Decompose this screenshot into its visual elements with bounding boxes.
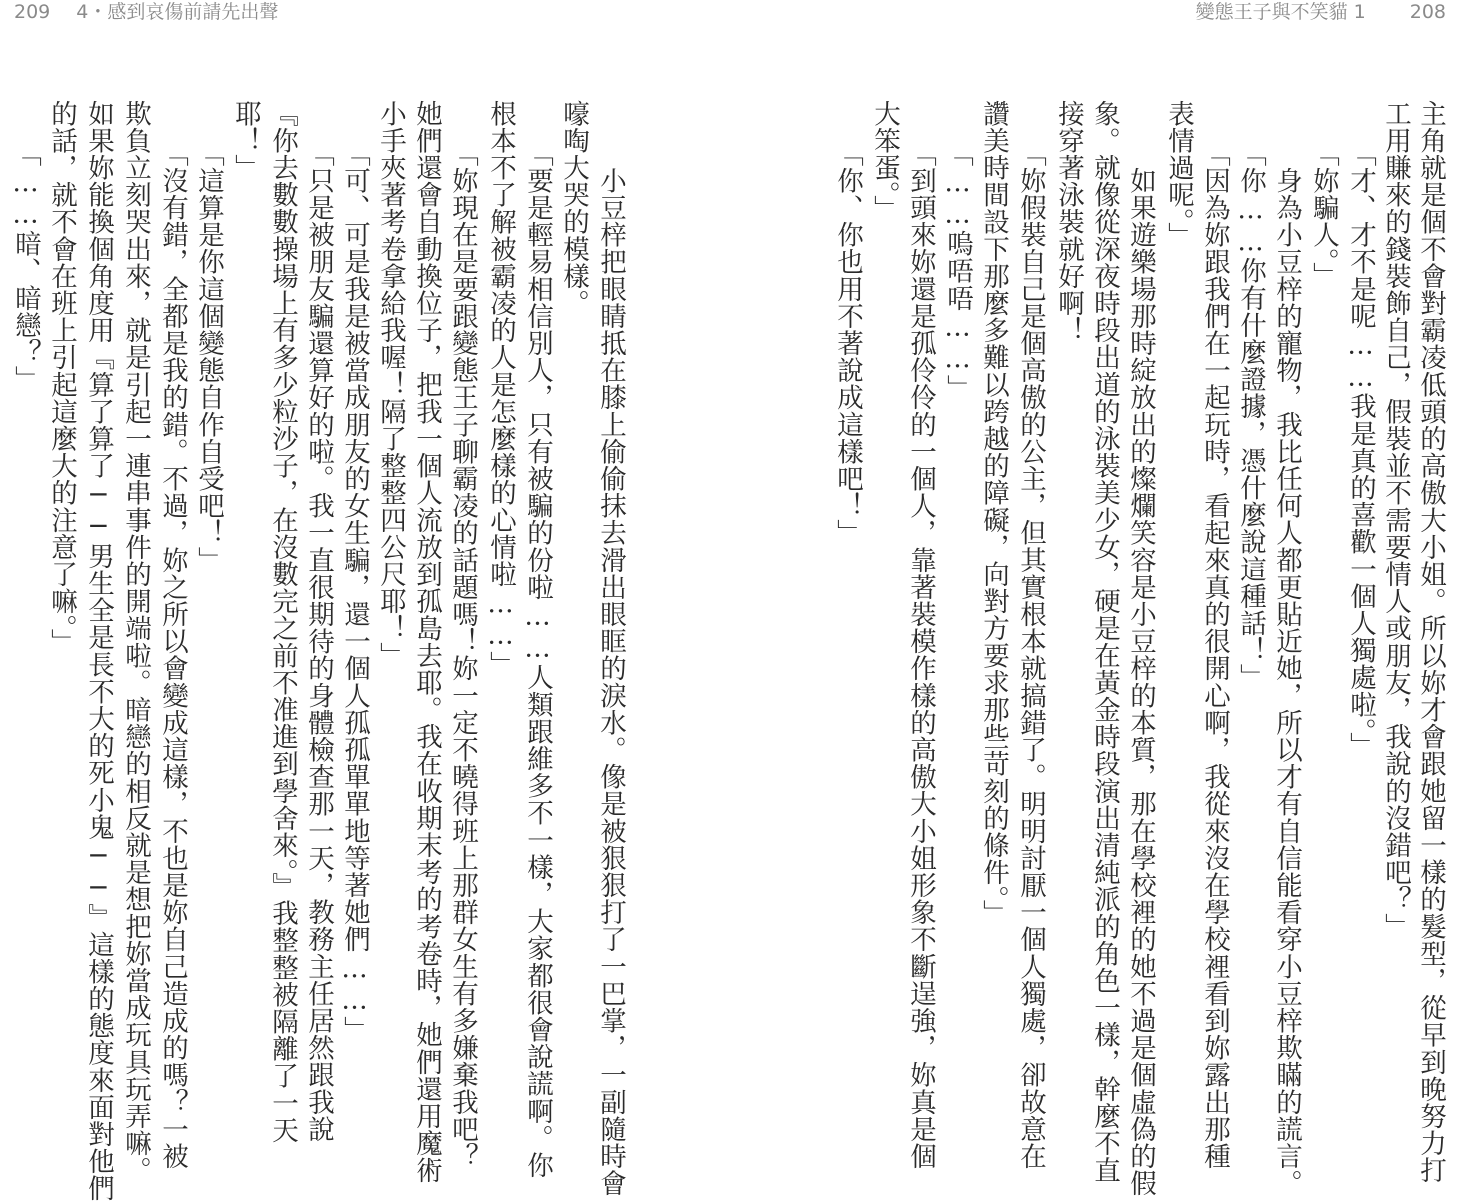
text-column: 的話，就不會在班上引起這麼大的注意了嘛。」 <box>46 100 77 656</box>
text-column: 「……暗、暗戀？」 <box>10 140 41 393</box>
text-column: 如果遊樂場那時綻放出的燦爛笑容是小豆梓的本質，那在學校裡的她不過是個虛偽的假 <box>1125 140 1156 1197</box>
text-column: 「只是被朋友騙還算好的啦。我一直很期待的身體檢查那一天，教務主任居然跟我說 <box>303 140 334 1143</box>
text-column: 「妳假裝自己是個高傲的公主，但其實根本就搞錯了。明明討厭一個人獨處，卻故意在 <box>1015 140 1046 1170</box>
text-column: 小手夾著考卷拿給我喔！隔了整整四公尺耶！」 <box>375 100 406 670</box>
text-column: 「要是輕易相信別人，只有被騙的份啦……人類跟維多不一樣，大家都很會說謊啊。你 <box>522 140 553 1179</box>
text-column: 「可、可是我是被當成朋友的女生騙，還一個人孤孤單單地等著她們……」 <box>339 140 370 1044</box>
book-title: 變態王子與不笑貓 1 <box>1195 1 1366 23</box>
left-page-number: 209 <box>14 1 51 23</box>
text-column: 身為小豆梓的寵物，我比任何人都更貼近她，所以才有自信能看穿小豆梓欺瞞的謊言。 <box>1271 140 1302 1197</box>
text-column: 「妳現在是要跟變態王子聊霸凌的話題嗎！妳一定不曉得班上那群女生有多嫌棄我吧？ <box>447 140 478 1170</box>
text-column: 讚美時間設下那麼多難以跨越的障礙，向對方要求那些苛刻的條件。」 <box>978 100 1009 927</box>
text-column: 嚎啕大哭的模樣。 <box>558 100 589 317</box>
text-column: 「你……你有什麼證據，憑什麼說這種話！」 <box>1235 140 1266 691</box>
text-column: 「你、你也用不著說成這樣吧！」 <box>832 140 863 547</box>
text-column: 表情過呢。」 <box>1163 100 1194 250</box>
text-column: 「……嗚唔唔……」 <box>942 140 973 402</box>
text-column: 欺負立刻哭出來，就是引起一連串事件的開端啦。暗戀的相反就是想把妳當成玩具玩弄嘛。 <box>120 100 151 1184</box>
text-column: 象。就像從深夜時段出道的泳裝美少女，硬是在黃金時段演出清純派的角色一樣，幹麼不直 <box>1089 100 1120 1184</box>
text-column: 她們還會自動換位子，把我一個人流放到孤島去耶。我在收期末考的考卷時，她們還用魔術 <box>411 100 442 1184</box>
text-column: 大笨蛋。」 <box>869 100 900 223</box>
text-column: 「這算是你這個變態自作自受吧！」 <box>193 140 224 574</box>
chapter-title: 4・感到哀傷前請先出聲 <box>76 1 279 23</box>
text-column: 耶！」 <box>230 100 261 182</box>
text-column: 「沒有錯，全都是我的錯。不過，妳之所以會變成這樣，不也是妳自己造成的嗎？一被 <box>157 140 188 1170</box>
text-column: 工用賺來的錢裝飾自己，假裝並不需要情人或朋友，我說的沒錯吧？」 <box>1380 100 1411 941</box>
right-page <box>736 0 1472 1197</box>
right-page-number: 208 <box>1409 1 1446 23</box>
text-column: 『你去數數操場上有多少粒沙子，在沒數完之前不准進到學舍來。』我整整被隔離了一天 <box>267 100 298 1144</box>
text-column: 根本不了解被霸凌的人是怎麼樣的心情啦……」 <box>485 100 516 679</box>
text-column: 如果妳能換個角度用『算了算了──男生全是長不大的死小鬼──』這樣的態度來面對他們 <box>83 100 114 1202</box>
text-column: 「到頭來妳還是孤伶伶的一個人，靠著裝模作樣的高傲大小姐形象不斷逞強，妳真是個 <box>905 140 936 1170</box>
text-column: 主角就是個不會對霸凌低頭的高傲大小姐。所以妳才會跟她留一樣的髮型，從早到晚努力打 <box>1415 100 1446 1184</box>
text-column: 「妳騙人。」 <box>1308 140 1339 290</box>
text-column: 「才、才不是呢……我是真的喜歡一個人獨處啦。」 <box>1345 140 1376 760</box>
text-column: 「因為妳跟我們在一起玩時，看起來真的很開心啊，我從來沒在學校裡看到妳露出那種 <box>1199 140 1230 1170</box>
text-column: 接穿著泳裝就好啊！ <box>1053 100 1084 344</box>
text-column: 小豆梓把眼睛抵在膝上偷偷抹去滑出眼眶的淚水。像是被狠狠打了一巴掌，一副隨時會 <box>595 140 626 1197</box>
